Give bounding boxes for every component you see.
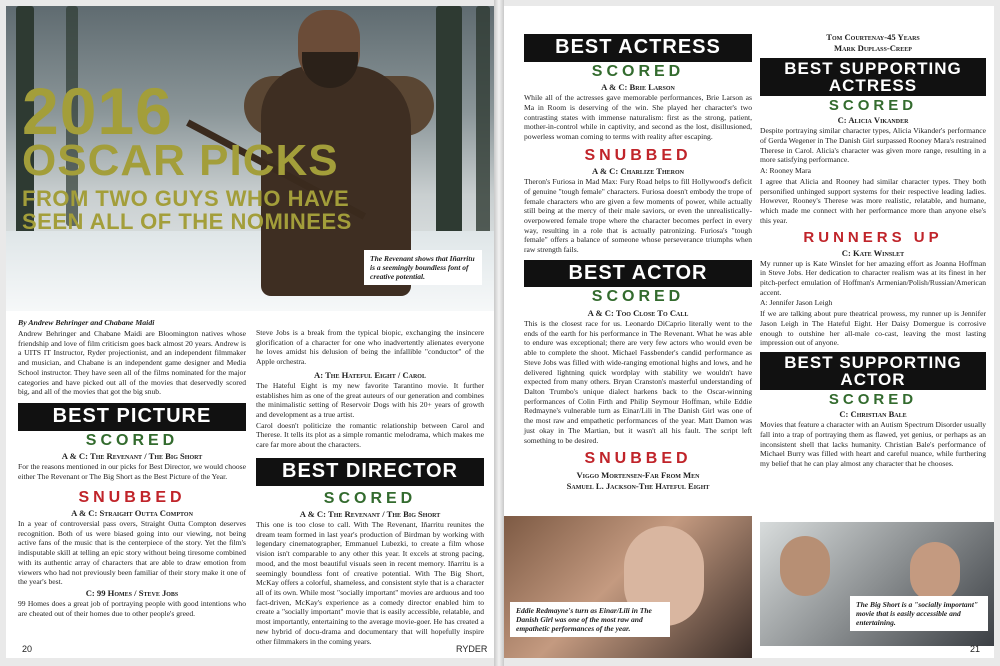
best-picture-text: For the reasons mentioned in our picks for Best Director, we would choose either The Revenant or The Big Short as the Best Picture of the Year.	[18, 462, 246, 481]
best-supp-actress-banner	[760, 58, 986, 96]
face-shape	[780, 536, 830, 596]
best-actress-snub-pick: A & C: Charlize Theron	[591, 166, 684, 177]
left-column-2	[256, 328, 484, 647]
best-actor-text: This is the closest race for us. Leonardo DiCaprio literally went to the ends of the earth for his performance in The Revenant. What he was able to endure was exceptional; there are very few actors who would even be able to complete the shoot. Michael Fassbender's candid performance as Steve Jobs was filled with wide-ranging emotional highs and lows, and he delivered lightning quick wordplay with stability we wouldn't have expected from many others. Bryan Cranston's masterful understanding of Dalton Trumbo's unique dialect harkens back to the Oscar-winning performances of Colin Firth and Philip Seymour Hoffman, while Eddie Redmayne's vulnerable turn as Einar/Lili in The Danish Girl was one of the most raw and empathetic performances of the year. Matt Damon was just okay in The Martian, but it wasn't all his fault. The script left something to be desired.	[524, 318, 752, 445]
best-director-text: This one is too close to call. With The Revenant, Iñarritu reunites the dream team formed in last year's production of Birdman by working with legendary cinematographer, Emmanuel Lubezki, to create a film whose vision isn't comparable to any other this year. It excels at strong pacing, mood, and the most beautiful visuals seen in recent memory. Iñarritu is a seemingly boundless font of creative potential. With The Big Short, McKay offers a colorful, shameless, and consistent style that is a character all of its own. While most "socially important" movies are arduous and too fact-driven, McKay's experience as a comedy director enabled him to create a "socially important" movie that is easily accessible, relatable, and most importantly, entertaining to the average movie-goer. He has created a new hybrid of docu-drama and documentary that will hopefully inspire other filmmakers in the coming years.	[256, 519, 484, 646]
actor-snub-1: Viggo Mortensen-Far From Men	[576, 469, 700, 480]
snub-text-2: 99 Homes does a great job of portraying people with good intentions who are cheated out of their homes due to other people's greed.	[18, 599, 246, 618]
steve-jobs-text: Steve Jobs is a break from the typical biopic, exchanging the insincere glorification of a character for one who inadvertently alienates everyone he loves amidst his delusion of being the infallible "conductor" of the Apple orchestra.	[256, 328, 484, 367]
banner-line-1: BEST SUPPORTING	[784, 59, 962, 78]
photo-caption-left: Eddie Redmayne's turn as Einar/Lili in The Danish Girl was one of the most raw and empathetic performances of the year.	[510, 602, 670, 637]
runner-a-text: If we are talking about pure theatrical prowess, my runner up is Jennifer Jason Leigh in The Hateful Eight. Her Daisy Domergue is corrosive enough to outshine her all-male co-cast, leaving the most lasting impression out of anyone.	[760, 309, 986, 348]
best-supp-actor-scored: SCORED	[828, 391, 918, 409]
page-gutter	[494, 0, 504, 666]
tree-shape	[436, 6, 462, 266]
runner-pick: C: Kate Winslet	[841, 247, 905, 258]
best-actor-snubbed: SNUBBED	[584, 450, 692, 468]
photo-caption-right: The Big Short is a "socially important" movie that is easily accessible and entertaining.	[850, 596, 988, 631]
snub-text-1: In a year of controversial pass overs, Straight Outta Compton deserves recognition. Both of us were biased going into our viewing, not being active fans of the music that is the centerpiece of the story. Yet the film's indisputable skill at telling an epic story without being tiresome combined with its authentic array of characters that are able to draw emotion from viewers who had not previously been familiar of their story make it one of the year's best.	[18, 518, 246, 587]
left-column-1	[18, 318, 246, 619]
best-actress-banner: BEST ACTRESS	[524, 34, 752, 62]
page-number-left: 20	[22, 644, 33, 654]
top-snub-2: Mark Duplass-Creep	[834, 43, 912, 53]
snub-pick-2: C: 99 Homes / Steve Jobs	[85, 588, 179, 598]
best-picture-pick: A & C: The Revenant / The Big Short	[61, 451, 203, 462]
hateful-text: The Hateful Eight is my new favorite Tarantino movie. It further establishes him as one of the great auteurs of our generation and combines the minimalistic setting of Reservoir Dogs with his 20+ years of growth and development as a true artist.	[256, 380, 484, 420]
best-actress-text: While all of the actresses gave memorable performances, Brie Larson as Ma in Room is deserving of the win. She played her character's two contrasting states with immense naturalism: first as the strong, patient, mother-in-control while in captivity, and second as the lost, disillusioned, powerless woman coming to terms with reality after escaping.	[524, 93, 752, 141]
best-supp-actor-text: Movies that feature a character with an Autism Spectrum Disorder usually fall into a trap of portraying them as flawed, yet genius, or perhaps as an inconsistent shell that lacks humanity. Christian Bale's performance of Michael Burry was filled with heart and careful nuance, while furthering my belief that he can play almost any character that he chooses.	[760, 420, 986, 469]
title-year: 2016	[22, 74, 173, 148]
title-main: OSCAR PICKS	[22, 136, 339, 186]
banner-line-2: ACTRESS	[828, 76, 918, 95]
best-picture-snubbed: SNUBBED	[78, 488, 186, 506]
hateful-pick: A: The Hateful Eight / Carol	[314, 369, 426, 380]
best-picture-scored: SCORED	[85, 431, 179, 449]
actor-snub-2: Samuel L. Jackson-The Hateful Eight	[566, 480, 710, 491]
runner-text: My runner up is Kate Winslet for her amazing effort as Joanna Hoffman in Steve Jobs. Her dedication to character realism was at its finest in her pitch-perfect emulation of Hoffman's Armenian/Polish/Russian/American accent.	[760, 258, 986, 297]
best-supp-actor-banner	[760, 352, 986, 390]
intro-text: Andrew Behringer and Chabane Maidi are Bloomington natives whose friendship and love of film criticism goes back almost 20 years. Andrew is a UITS IT Instructor, Ryder projectionist, and an independent filmmaker and musician, and Chabane is an independent game designer and Media School instructor. They have seen all of the films nominated for the major categories and have picked out all of the movies that deservedly scored big, and all of the movies that got the big snub.	[18, 328, 246, 397]
banner-line-2: ACTOR	[840, 370, 906, 390]
best-actress-snubbed: SNUBBED	[584, 146, 692, 164]
carol-text: Carol doesn't politicize the romantic relationship between Carol and Therese. It tells its plot as a simple romantic melodrama, which makes me care far more about the characters.	[256, 420, 484, 450]
banner-line-1: BEST SUPPORTING	[784, 353, 962, 373]
best-supp-actress-pick: C: Alicia Vikander	[837, 115, 909, 126]
best-picture-banner: BEST PICTURE	[18, 403, 246, 431]
runners-up-heading: RUNNERS UP	[803, 229, 943, 247]
best-actor-scored: SCORED	[591, 288, 685, 306]
right-page	[504, 6, 994, 658]
best-supp-actor-pick: C: Christian Bale	[839, 409, 907, 420]
supp-actress-a-text: I agree that Alicia and Rooney had similar character types. They both personified unhinged support systems for their respective leading ladies. However, Rooney's Therese was more realistic, relatable, and humane, which made me connect with her performance more than anyone else's this year.	[760, 176, 986, 225]
right-column-1	[524, 34, 752, 492]
right-column-2	[760, 32, 986, 470]
best-director-pick: A & C: The Revenant / The Big Short	[299, 508, 441, 519]
hero-photo	[6, 6, 494, 311]
tree-shape	[476, 6, 490, 256]
supp-actress-a-line: A: Rooney Mara	[760, 166, 812, 176]
best-actress-snub-text: Theron's Furiosa in Mad Max: Fury Road helps to fill Hollywood's deficit of genuine "tough female" characters. Furiosa doesn't embody the trope of female characters who are given a few moments of power, while actually still being at the mercy of their male saviors, or even the unrealistically-overpowered female trope where the character becomes perfect in every way, resulting in a role that is actually patronizing. Furiosa's "tough female" offers a balance of someone whose perseverance triumphs when raw strength fails.	[524, 177, 752, 255]
snub-pick-1: A & C: Straight Outta Compton	[71, 507, 193, 518]
best-actress-scored: SCORED	[591, 62, 685, 80]
runner-a-line: A: Jennifer Jason Leigh	[760, 298, 833, 308]
left-page	[6, 6, 494, 658]
title-sub: FROM TWO GUYS WHO HAVE SEEN ALL OF THE NOMINEES	[22, 185, 352, 235]
best-actress-pick: A & C: Brie Larson	[601, 82, 675, 93]
big-short-photo	[760, 522, 994, 646]
hero-caption: The Revenant shows that Iñarritu is a seemingly boundless font of creative potential.	[364, 250, 482, 285]
page-number-right: 21	[970, 644, 981, 654]
face-shape	[910, 542, 960, 602]
best-actor-banner: BEST ACTOR	[524, 260, 752, 288]
byline: By Andrew Behringer and Chabane Maidi	[18, 318, 155, 327]
top-snub-1: Tom Courtenay-45 Years	[826, 32, 920, 42]
best-supp-actress-scored: SCORED	[828, 97, 918, 114]
best-director-banner: BEST DIRECTOR	[256, 458, 484, 486]
best-actor-pick: A & C: Too Close To Call	[587, 307, 689, 318]
best-director-scored: SCORED	[323, 489, 417, 507]
magazine-name: RYDER	[456, 644, 488, 654]
danish-girl-photo	[504, 516, 752, 658]
hero-title	[22, 74, 352, 235]
best-supp-actress-text: Despite portraying similar character types, Alicia Vikander's performance of Gerda Wegener in The Danish Girl surpassed Rooney Mara's restrained Therese in Carol. Alicia's character was given more range, resulting in a more satisfying performance.	[760, 126, 986, 165]
